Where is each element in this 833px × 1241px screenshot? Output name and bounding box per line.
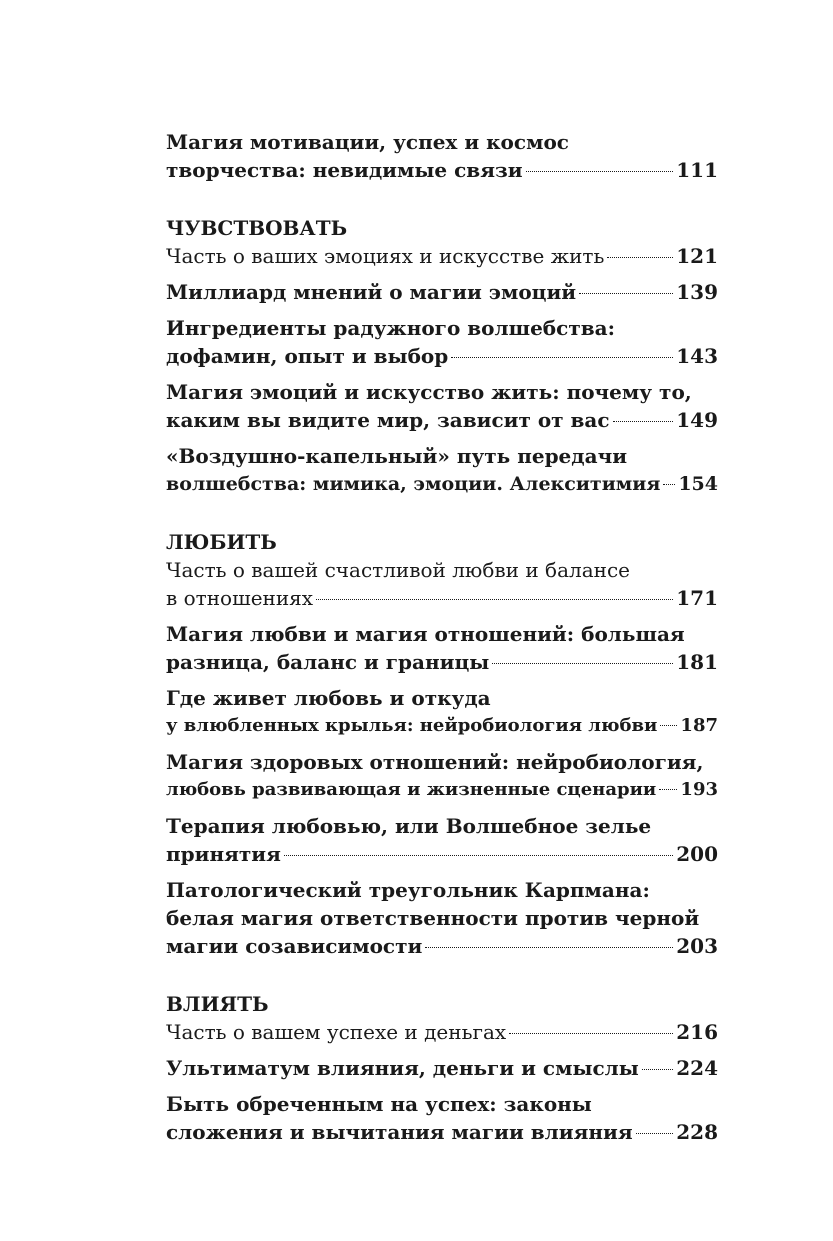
toc-entry-title-line: волшебства: мимика, эмоции. Алекситимия [166, 473, 661, 495]
dot-leader [642, 1069, 673, 1070]
toc-entry-last-line [166, 776, 718, 804]
toc-entry-title-line: Ультиматум влияния, деньги и смыслы [166, 1056, 639, 1080]
toc-entry [166, 1090, 718, 1146]
toc-entry-title-line: «Воздушно-капельный» путь передачи [166, 444, 628, 468]
toc-entry-title-line: Миллиард мнений о магии эмоций [166, 280, 577, 304]
toc-entry [166, 242, 718, 270]
toc-entry [166, 278, 718, 306]
toc-entry-title-line: принятия [166, 842, 281, 866]
toc-entry-last-line [166, 1054, 718, 1082]
toc-entry-title-line: сложения и вычитания магии влияния [166, 1120, 633, 1144]
toc-entry-title-line: разница, баланс и границы [166, 650, 490, 674]
toc-entry-title-line: Магия эмоций и искусство жить: почему то, [166, 380, 692, 404]
toc-entry [166, 1054, 718, 1082]
dot-leader [663, 484, 675, 485]
toc-entry-last-line [166, 1018, 718, 1046]
page-number: 139 [676, 280, 718, 304]
dot-leader [613, 421, 674, 422]
toc-entry [166, 620, 718, 676]
toc-entry [166, 748, 718, 804]
dot-leader [316, 599, 673, 600]
toc-entry [166, 314, 718, 370]
toc-entry-title-line: Быть обреченным на успех: законы [166, 1092, 592, 1116]
toc-entry-last-line [166, 932, 718, 960]
toc-entry-title-line: любовь развивающая и жизненные сценарии [166, 779, 657, 800]
page-number: 143 [676, 344, 718, 368]
page-number: 187 [680, 715, 718, 736]
page-number: 216 [676, 1020, 718, 1044]
toc-entry-last-line [166, 1118, 718, 1146]
page-number: 121 [676, 244, 718, 268]
toc-entry-last-line [166, 242, 718, 270]
toc-entry-last-line [166, 584, 718, 612]
page-number: 200 [676, 842, 718, 866]
dot-leader [425, 947, 673, 948]
toc-entry-title-line: белая магия ответственности против черной [166, 906, 700, 930]
toc-entry-title-line: творчества: невидимые связи [166, 158, 523, 182]
toc-entry-title-line: каким вы видите мир, зависит от вас [166, 408, 610, 432]
toc-entry-title-line: Патологический треугольник Карпмана: [166, 878, 650, 902]
toc-entry-title-line: Терапия любовью, или Волшебное зелье [166, 814, 652, 838]
toc-entry-title-line: магии созависимости [166, 934, 423, 958]
toc-entry-title-line: Где живет любовь и откуда [166, 686, 491, 710]
dot-leader [660, 725, 677, 726]
toc-entry-last-line [166, 712, 718, 740]
toc-entry [166, 442, 718, 498]
dot-leader [579, 293, 673, 294]
page-number: 228 [676, 1120, 718, 1144]
toc-entry [166, 556, 718, 612]
page-number: 171 [676, 586, 718, 610]
dot-leader [509, 1033, 673, 1034]
dot-leader [659, 789, 677, 790]
toc-entry-last-line [166, 278, 718, 306]
section-heading: ВЛИЯТЬ [166, 992, 269, 1016]
section-heading: ЧУВСТВОВАТЬ [166, 216, 348, 240]
toc-entry-last-line [166, 840, 718, 868]
page-number: 181 [676, 650, 718, 674]
dot-leader [284, 855, 673, 856]
toc-entry-title-line: Магия мотивации, успех и космос [166, 130, 569, 154]
dot-leader [451, 357, 673, 358]
toc-entry [166, 1018, 718, 1046]
page-number: 154 [678, 473, 718, 495]
toc-entry-title-line: дофамин, опыт и выбор [166, 344, 449, 368]
toc-entry-title-line: в отношениях [166, 586, 314, 610]
page-number: 203 [676, 934, 718, 958]
toc-entry-title-line: Часть о ваших эмоциях и искусстве жить [166, 244, 605, 268]
dot-leader [526, 171, 674, 172]
toc-entry-title-line: Ингредиенты радужного волшебства: [166, 316, 615, 340]
toc-entry-title-line: Часть о вашем успехе и деньгах [166, 1020, 507, 1044]
toc-entry-title-line: у влюбленных крылья: нейробиология любви [166, 715, 658, 736]
toc-entry-last-line [166, 470, 718, 498]
toc-entry-last-line [166, 406, 718, 434]
section-heading: ЛЮБИТЬ [166, 530, 277, 554]
toc-entry-title-line: Магия любви и магия отношений: большая [166, 622, 685, 646]
dot-leader [607, 257, 673, 258]
toc-entry [166, 378, 718, 434]
toc-entry [166, 684, 718, 740]
toc-entry-last-line [166, 648, 718, 676]
page-number: 111 [676, 158, 718, 182]
page-number: 149 [676, 408, 718, 432]
dot-leader [636, 1133, 674, 1134]
toc-entry-title-line: Магия здоровых отношений: нейробиология, [166, 750, 704, 774]
toc-entry [166, 876, 718, 960]
toc-entry-last-line [166, 342, 718, 370]
toc-entry-title-line: Часть о вашей счастливой любви и балансе [166, 558, 630, 582]
page-number: 193 [680, 779, 718, 800]
toc-entry-last-line [166, 156, 718, 184]
toc-entry [166, 128, 718, 184]
table-of-contents [166, 128, 718, 1146]
page-number: 224 [676, 1056, 718, 1080]
toc-entry [166, 812, 718, 868]
dot-leader [492, 663, 673, 664]
